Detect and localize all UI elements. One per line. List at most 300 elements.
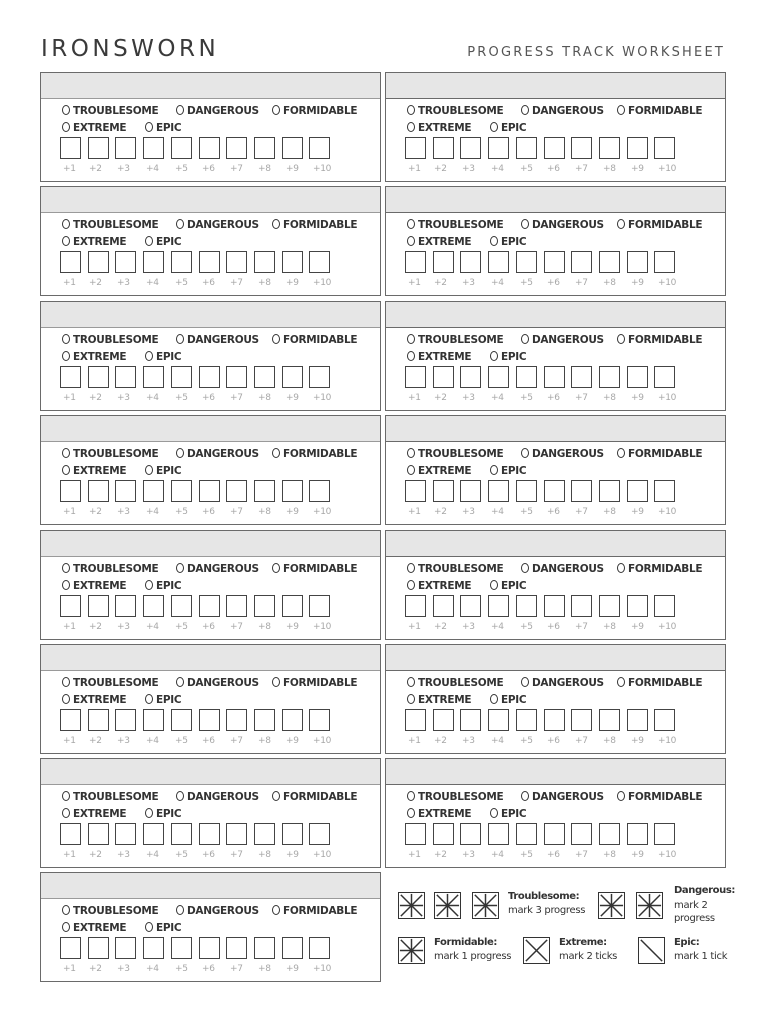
radio-circle-icon[interactable] xyxy=(407,465,415,475)
progress-box[interactable] xyxy=(143,137,164,159)
progress-box[interactable] xyxy=(199,137,220,159)
track-name-field[interactable] xyxy=(41,873,380,899)
progress-box[interactable] xyxy=(115,366,136,388)
rank-option-extreme[interactable] xyxy=(62,694,126,706)
radio-circle-icon[interactable] xyxy=(617,219,625,229)
radio-circle-icon[interactable] xyxy=(272,677,280,687)
rank-option-troublesome[interactable] xyxy=(62,677,158,689)
rank-option-formidable[interactable] xyxy=(272,677,357,689)
track-name-field[interactable] xyxy=(41,302,380,328)
progress-box[interactable] xyxy=(254,709,275,731)
rank-option-dangerous[interactable] xyxy=(521,219,604,231)
radio-circle-icon[interactable] xyxy=(62,351,70,361)
rank-option-extreme[interactable] xyxy=(407,808,471,820)
track-name-field[interactable] xyxy=(41,531,380,557)
progress-box[interactable] xyxy=(309,709,330,731)
progress-box[interactable] xyxy=(282,137,303,159)
progress-box[interactable] xyxy=(654,137,675,159)
progress-box[interactable] xyxy=(405,251,426,273)
radio-circle-icon[interactable] xyxy=(521,677,529,687)
progress-box[interactable] xyxy=(309,251,330,273)
progress-box[interactable] xyxy=(627,480,648,502)
progress-box[interactable] xyxy=(171,251,192,273)
rank-option-extreme[interactable] xyxy=(62,122,126,134)
radio-circle-icon[interactable] xyxy=(272,334,280,344)
radio-circle-icon[interactable] xyxy=(145,922,153,932)
radio-circle-icon[interactable] xyxy=(490,236,498,246)
progress-box[interactable] xyxy=(488,137,509,159)
radio-circle-icon[interactable] xyxy=(145,465,153,475)
progress-box[interactable] xyxy=(171,595,192,617)
radio-circle-icon[interactable] xyxy=(407,236,415,246)
rank-option-formidable[interactable] xyxy=(272,905,357,917)
radio-circle-icon[interactable] xyxy=(145,808,153,818)
progress-box[interactable] xyxy=(88,595,109,617)
progress-box[interactable] xyxy=(226,937,247,959)
progress-box[interactable] xyxy=(488,823,509,845)
progress-box[interactable] xyxy=(654,480,675,502)
radio-circle-icon[interactable] xyxy=(62,465,70,475)
radio-circle-icon[interactable] xyxy=(490,694,498,704)
rank-option-formidable[interactable] xyxy=(617,334,702,346)
progress-box[interactable] xyxy=(60,937,81,959)
progress-box[interactable] xyxy=(143,709,164,731)
progress-box[interactable] xyxy=(599,137,620,159)
progress-box[interactable] xyxy=(460,709,481,731)
rank-option-formidable[interactable] xyxy=(272,448,357,460)
track-name-field[interactable] xyxy=(386,416,725,442)
progress-box[interactable] xyxy=(599,709,620,731)
progress-box[interactable] xyxy=(405,595,426,617)
progress-box[interactable] xyxy=(516,251,537,273)
progress-box[interactable] xyxy=(282,937,303,959)
progress-box[interactable] xyxy=(654,366,675,388)
radio-circle-icon[interactable] xyxy=(62,694,70,704)
progress-box[interactable] xyxy=(282,823,303,845)
rank-option-dangerous[interactable] xyxy=(176,791,259,803)
progress-box[interactable] xyxy=(115,937,136,959)
progress-box[interactable] xyxy=(544,595,565,617)
progress-box[interactable] xyxy=(309,595,330,617)
progress-box[interactable] xyxy=(599,251,620,273)
progress-box[interactable] xyxy=(115,137,136,159)
radio-circle-icon[interactable] xyxy=(145,694,153,704)
rank-option-formidable[interactable] xyxy=(272,334,357,346)
radio-circle-icon[interactable] xyxy=(145,122,153,132)
progress-box[interactable] xyxy=(460,137,481,159)
progress-box[interactable] xyxy=(226,137,247,159)
progress-box[interactable] xyxy=(599,480,620,502)
radio-circle-icon[interactable] xyxy=(272,905,280,915)
radio-circle-icon[interactable] xyxy=(407,563,415,573)
rank-option-extreme[interactable] xyxy=(407,580,471,592)
rank-option-extreme[interactable] xyxy=(62,922,126,934)
progress-box[interactable] xyxy=(309,937,330,959)
rank-option-formidable[interactable] xyxy=(617,105,702,117)
radio-circle-icon[interactable] xyxy=(490,351,498,361)
radio-circle-icon[interactable] xyxy=(272,219,280,229)
progress-box[interactable] xyxy=(171,823,192,845)
progress-box[interactable] xyxy=(60,823,81,845)
rank-option-epic[interactable] xyxy=(490,580,526,592)
progress-box[interactable] xyxy=(171,137,192,159)
progress-box[interactable] xyxy=(226,366,247,388)
rank-option-extreme[interactable] xyxy=(62,808,126,820)
progress-box[interactable] xyxy=(254,595,275,617)
rank-option-extreme[interactable] xyxy=(62,580,126,592)
progress-box[interactable] xyxy=(282,709,303,731)
progress-box[interactable] xyxy=(88,366,109,388)
rank-option-troublesome[interactable] xyxy=(62,905,158,917)
rank-option-formidable[interactable] xyxy=(272,105,357,117)
radio-circle-icon[interactable] xyxy=(62,808,70,818)
rank-option-troublesome[interactable] xyxy=(407,334,503,346)
progress-box[interactable] xyxy=(654,595,675,617)
track-name-field[interactable] xyxy=(386,645,725,671)
progress-box[interactable] xyxy=(115,709,136,731)
rank-option-extreme[interactable] xyxy=(407,465,471,477)
rank-option-dangerous[interactable] xyxy=(176,105,259,117)
rank-option-epic[interactable] xyxy=(490,808,526,820)
progress-box[interactable] xyxy=(571,595,592,617)
rank-option-dangerous[interactable] xyxy=(176,219,259,231)
radio-circle-icon[interactable] xyxy=(176,905,184,915)
progress-box[interactable] xyxy=(405,480,426,502)
radio-circle-icon[interactable] xyxy=(490,122,498,132)
progress-box[interactable] xyxy=(516,823,537,845)
radio-circle-icon[interactable] xyxy=(521,563,529,573)
rank-option-troublesome[interactable] xyxy=(407,677,503,689)
radio-circle-icon[interactable] xyxy=(521,219,529,229)
rank-option-extreme[interactable] xyxy=(62,465,126,477)
radio-circle-icon[interactable] xyxy=(617,791,625,801)
radio-circle-icon[interactable] xyxy=(176,563,184,573)
radio-circle-icon[interactable] xyxy=(62,677,70,687)
rank-option-dangerous[interactable] xyxy=(521,105,604,117)
rank-option-troublesome[interactable] xyxy=(407,448,503,460)
rank-option-formidable[interactable] xyxy=(617,791,702,803)
track-name-field[interactable] xyxy=(386,759,725,785)
progress-box[interactable] xyxy=(488,480,509,502)
progress-box[interactable] xyxy=(433,366,454,388)
progress-box[interactable] xyxy=(254,251,275,273)
radio-circle-icon[interactable] xyxy=(176,105,184,115)
progress-box[interactable] xyxy=(488,251,509,273)
radio-circle-icon[interactable] xyxy=(617,677,625,687)
radio-circle-icon[interactable] xyxy=(407,694,415,704)
progress-box[interactable] xyxy=(199,709,220,731)
progress-box[interactable] xyxy=(115,823,136,845)
progress-box[interactable] xyxy=(143,937,164,959)
progress-box[interactable] xyxy=(571,366,592,388)
rank-option-epic[interactable] xyxy=(145,122,181,134)
radio-circle-icon[interactable] xyxy=(176,677,184,687)
radio-circle-icon[interactable] xyxy=(407,580,415,590)
track-name-field[interactable] xyxy=(41,187,380,213)
radio-circle-icon[interactable] xyxy=(62,105,70,115)
radio-circle-icon[interactable] xyxy=(407,677,415,687)
rank-option-formidable[interactable] xyxy=(272,563,357,575)
radio-circle-icon[interactable] xyxy=(490,808,498,818)
progress-box[interactable] xyxy=(599,823,620,845)
rank-option-extreme[interactable] xyxy=(407,236,471,248)
progress-box[interactable] xyxy=(143,366,164,388)
progress-box[interactable] xyxy=(88,937,109,959)
rank-option-formidable[interactable] xyxy=(617,677,702,689)
rank-option-dangerous[interactable] xyxy=(176,677,259,689)
radio-circle-icon[interactable] xyxy=(62,563,70,573)
rank-option-troublesome[interactable] xyxy=(407,791,503,803)
rank-option-dangerous[interactable] xyxy=(176,448,259,460)
track-name-field[interactable] xyxy=(386,187,725,213)
radio-circle-icon[interactable] xyxy=(407,334,415,344)
progress-box[interactable] xyxy=(405,137,426,159)
radio-circle-icon[interactable] xyxy=(272,563,280,573)
progress-box[interactable] xyxy=(488,709,509,731)
rank-option-dangerous[interactable] xyxy=(521,448,604,460)
progress-box[interactable] xyxy=(199,480,220,502)
progress-box[interactable] xyxy=(544,480,565,502)
progress-box[interactable] xyxy=(171,480,192,502)
progress-box[interactable] xyxy=(171,709,192,731)
rank-option-epic[interactable] xyxy=(145,580,181,592)
rank-option-extreme[interactable] xyxy=(62,236,126,248)
progress-box[interactable] xyxy=(143,480,164,502)
rank-option-epic[interactable] xyxy=(490,122,526,134)
progress-box[interactable] xyxy=(254,823,275,845)
progress-box[interactable] xyxy=(627,709,648,731)
progress-box[interactable] xyxy=(115,480,136,502)
progress-box[interactable] xyxy=(143,251,164,273)
progress-box[interactable] xyxy=(571,823,592,845)
progress-box[interactable] xyxy=(199,823,220,845)
radio-circle-icon[interactable] xyxy=(176,219,184,229)
rank-option-extreme[interactable] xyxy=(407,351,471,363)
rank-option-epic[interactable] xyxy=(145,465,181,477)
rank-option-dangerous[interactable] xyxy=(521,563,604,575)
progress-box[interactable] xyxy=(654,823,675,845)
progress-box[interactable] xyxy=(627,823,648,845)
progress-box[interactable] xyxy=(571,709,592,731)
rank-option-epic[interactable] xyxy=(490,694,526,706)
radio-circle-icon[interactable] xyxy=(521,791,529,801)
progress-box[interactable] xyxy=(60,709,81,731)
radio-circle-icon[interactable] xyxy=(407,448,415,458)
rank-option-epic[interactable] xyxy=(490,351,526,363)
progress-box[interactable] xyxy=(282,595,303,617)
progress-box[interactable] xyxy=(516,709,537,731)
progress-box[interactable] xyxy=(488,366,509,388)
progress-box[interactable] xyxy=(199,251,220,273)
progress-box[interactable] xyxy=(405,709,426,731)
progress-box[interactable] xyxy=(254,137,275,159)
track-name-field[interactable] xyxy=(386,531,725,557)
rank-option-epic[interactable] xyxy=(145,236,181,248)
radio-circle-icon[interactable] xyxy=(145,236,153,246)
progress-box[interactable] xyxy=(599,595,620,617)
radio-circle-icon[interactable] xyxy=(490,465,498,475)
radio-circle-icon[interactable] xyxy=(407,791,415,801)
radio-circle-icon[interactable] xyxy=(62,334,70,344)
progress-box[interactable] xyxy=(460,480,481,502)
progress-box[interactable] xyxy=(226,595,247,617)
track-name-field[interactable] xyxy=(41,645,380,671)
progress-box[interactable] xyxy=(309,137,330,159)
track-name-field[interactable] xyxy=(41,759,380,785)
progress-box[interactable] xyxy=(460,366,481,388)
rank-option-troublesome[interactable] xyxy=(62,334,158,346)
radio-circle-icon[interactable] xyxy=(62,791,70,801)
progress-box[interactable] xyxy=(309,823,330,845)
progress-box[interactable] xyxy=(433,823,454,845)
track-name-field[interactable] xyxy=(386,73,725,99)
progress-box[interactable] xyxy=(199,595,220,617)
radio-circle-icon[interactable] xyxy=(62,448,70,458)
progress-box[interactable] xyxy=(627,366,648,388)
rank-option-troublesome[interactable] xyxy=(407,563,503,575)
radio-circle-icon[interactable] xyxy=(617,563,625,573)
progress-box[interactable] xyxy=(544,823,565,845)
rank-option-formidable[interactable] xyxy=(617,219,702,231)
radio-circle-icon[interactable] xyxy=(490,580,498,590)
progress-box[interactable] xyxy=(460,595,481,617)
rank-option-dangerous[interactable] xyxy=(176,334,259,346)
radio-circle-icon[interactable] xyxy=(62,580,70,590)
progress-box[interactable] xyxy=(544,709,565,731)
radio-circle-icon[interactable] xyxy=(62,219,70,229)
progress-box[interactable] xyxy=(627,251,648,273)
progress-box[interactable] xyxy=(226,251,247,273)
progress-box[interactable] xyxy=(88,137,109,159)
rank-option-formidable[interactable] xyxy=(272,791,357,803)
rank-option-formidable[interactable] xyxy=(272,219,357,231)
progress-box[interactable] xyxy=(571,137,592,159)
rank-option-dangerous[interactable] xyxy=(521,334,604,346)
progress-box[interactable] xyxy=(254,937,275,959)
progress-box[interactable] xyxy=(516,595,537,617)
progress-box[interactable] xyxy=(405,823,426,845)
progress-box[interactable] xyxy=(433,251,454,273)
rank-option-epic[interactable] xyxy=(145,808,181,820)
progress-box[interactable] xyxy=(654,251,675,273)
radio-circle-icon[interactable] xyxy=(521,448,529,458)
progress-box[interactable] xyxy=(433,137,454,159)
progress-box[interactable] xyxy=(115,251,136,273)
progress-box[interactable] xyxy=(60,595,81,617)
progress-box[interactable] xyxy=(433,595,454,617)
radio-circle-icon[interactable] xyxy=(272,791,280,801)
progress-box[interactable] xyxy=(88,251,109,273)
rank-option-dangerous[interactable] xyxy=(176,563,259,575)
progress-box[interactable] xyxy=(654,709,675,731)
rank-option-epic[interactable] xyxy=(490,465,526,477)
radio-circle-icon[interactable] xyxy=(617,105,625,115)
progress-box[interactable] xyxy=(571,251,592,273)
progress-box[interactable] xyxy=(171,937,192,959)
progress-box[interactable] xyxy=(254,366,275,388)
progress-box[interactable] xyxy=(309,366,330,388)
progress-box[interactable] xyxy=(143,823,164,845)
radio-circle-icon[interactable] xyxy=(62,236,70,246)
radio-circle-icon[interactable] xyxy=(272,105,280,115)
progress-box[interactable] xyxy=(433,480,454,502)
radio-circle-icon[interactable] xyxy=(407,808,415,818)
progress-box[interactable] xyxy=(88,480,109,502)
progress-box[interactable] xyxy=(88,709,109,731)
progress-box[interactable] xyxy=(544,137,565,159)
progress-box[interactable] xyxy=(171,366,192,388)
rank-option-dangerous[interactable] xyxy=(176,905,259,917)
rank-option-extreme[interactable] xyxy=(407,694,471,706)
progress-box[interactable] xyxy=(254,480,275,502)
track-name-field[interactable] xyxy=(386,302,725,328)
progress-box[interactable] xyxy=(60,480,81,502)
radio-circle-icon[interactable] xyxy=(145,351,153,361)
progress-box[interactable] xyxy=(60,366,81,388)
progress-box[interactable] xyxy=(143,595,164,617)
progress-box[interactable] xyxy=(88,823,109,845)
progress-box[interactable] xyxy=(571,480,592,502)
progress-box[interactable] xyxy=(460,251,481,273)
rank-option-troublesome[interactable] xyxy=(407,105,503,117)
track-name-field[interactable] xyxy=(41,416,380,442)
radio-circle-icon[interactable] xyxy=(407,351,415,361)
progress-box[interactable] xyxy=(60,251,81,273)
progress-box[interactable] xyxy=(226,709,247,731)
radio-circle-icon[interactable] xyxy=(272,448,280,458)
progress-box[interactable] xyxy=(627,595,648,617)
radio-circle-icon[interactable] xyxy=(176,448,184,458)
radio-circle-icon[interactable] xyxy=(521,334,529,344)
progress-box[interactable] xyxy=(544,251,565,273)
rank-option-troublesome[interactable] xyxy=(62,219,158,231)
rank-option-troublesome[interactable] xyxy=(62,791,158,803)
progress-box[interactable] xyxy=(282,480,303,502)
track-name-field[interactable] xyxy=(41,73,380,99)
progress-box[interactable] xyxy=(599,366,620,388)
progress-box[interactable] xyxy=(460,823,481,845)
progress-box[interactable] xyxy=(488,595,509,617)
radio-circle-icon[interactable] xyxy=(407,219,415,229)
progress-box[interactable] xyxy=(282,366,303,388)
progress-box[interactable] xyxy=(199,937,220,959)
progress-box[interactable] xyxy=(516,480,537,502)
progress-box[interactable] xyxy=(60,137,81,159)
rank-option-formidable[interactable] xyxy=(617,563,702,575)
progress-box[interactable] xyxy=(516,137,537,159)
rank-option-formidable[interactable] xyxy=(617,448,702,460)
radio-circle-icon[interactable] xyxy=(407,122,415,132)
radio-circle-icon[interactable] xyxy=(407,105,415,115)
rank-option-dangerous[interactable] xyxy=(521,677,604,689)
rank-option-dangerous[interactable] xyxy=(521,791,604,803)
rank-option-epic[interactable] xyxy=(145,351,181,363)
progress-box[interactable] xyxy=(226,480,247,502)
progress-box[interactable] xyxy=(282,251,303,273)
progress-box[interactable] xyxy=(405,366,426,388)
progress-box[interactable] xyxy=(627,137,648,159)
progress-box[interactable] xyxy=(115,595,136,617)
radio-circle-icon[interactable] xyxy=(145,580,153,590)
progress-box[interactable] xyxy=(199,366,220,388)
radio-circle-icon[interactable] xyxy=(617,334,625,344)
radio-circle-icon[interactable] xyxy=(521,105,529,115)
radio-circle-icon[interactable] xyxy=(176,791,184,801)
radio-circle-icon[interactable] xyxy=(617,448,625,458)
progress-box[interactable] xyxy=(516,366,537,388)
rank-option-troublesome[interactable] xyxy=(62,448,158,460)
rank-option-extreme[interactable] xyxy=(62,351,126,363)
